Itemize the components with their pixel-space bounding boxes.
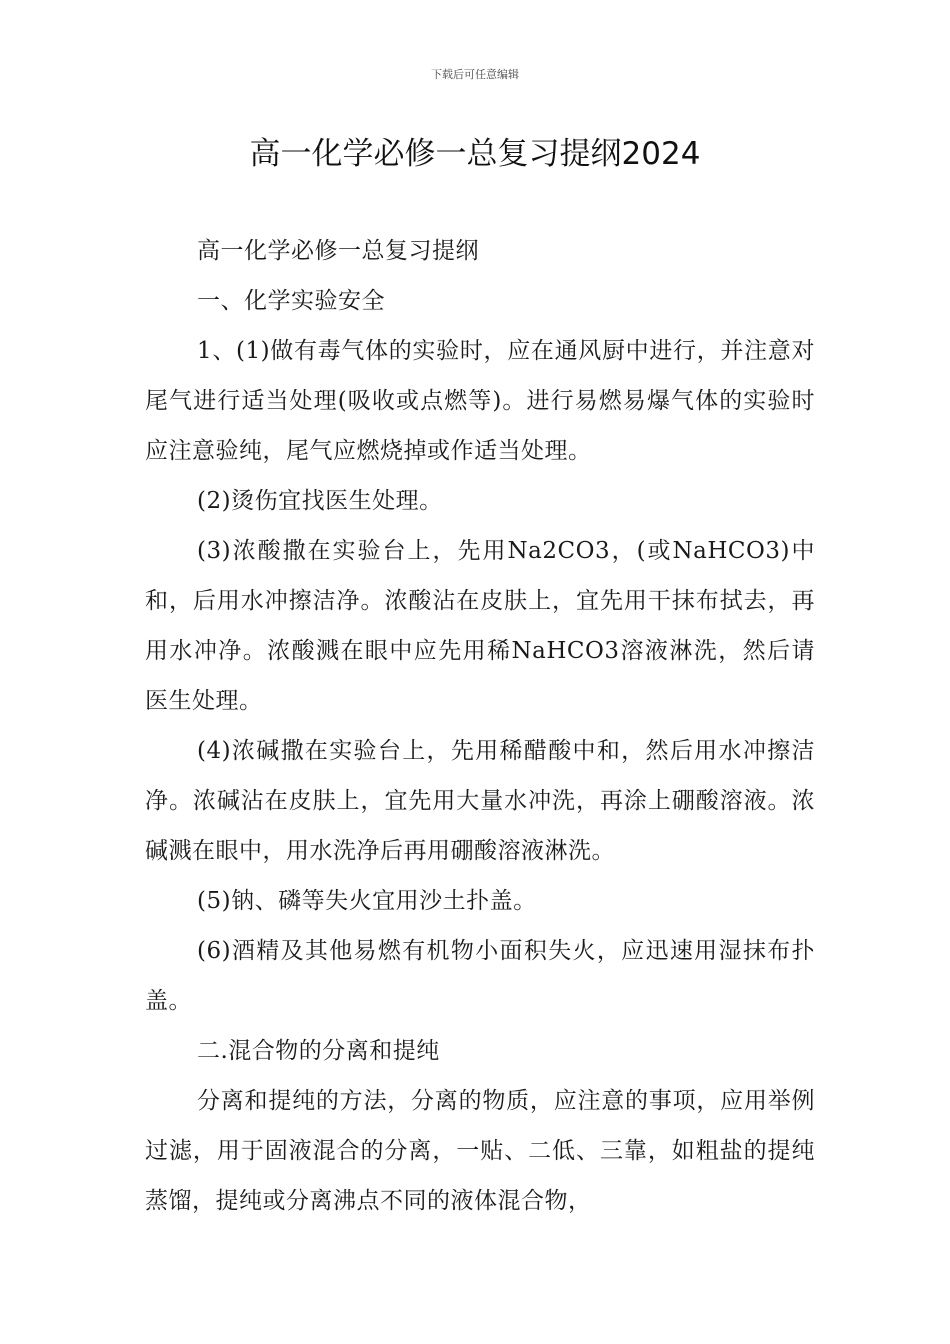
paragraph-sodium-fire: (5)钠、磷等失火宜用沙土扑盖。 xyxy=(197,888,537,914)
section-heading-lab-safety: 一、化学实验安全 xyxy=(197,288,385,314)
paragraph-toxic-gas: 1、(1)做有毒气体的实验时，应在通风厨中进行，并注意对尾气进行适当处理(吸收或点燃等)。进行易燃易爆气体的实验时应注意验纯，尾气应燃烧掉或作适当处理。 xyxy=(145,338,815,464)
document-title: 高一化学必修一总复习提纲2024 xyxy=(249,136,701,172)
header-note: 下载后可任意编辑 xyxy=(431,68,519,81)
paragraph-alcohol-fire: (6)酒精及其他易燃有机物小面积失火，应迅速用湿抹布扑盖。 xyxy=(145,938,815,1014)
paragraph-outline-title: 高一化学必修一总复习提纲 xyxy=(197,238,479,264)
paragraph-alkali-spill: (4)浓碱撒在实验台上，先用稀醋酸中和，然后用水冲擦洁净。浓碱沾在皮肤上，宜先用大量水冲洗，再涂上硼酸溶液。浓碱溅在眼中，用水洗净后再用硼酸溶液淋洗。 xyxy=(145,738,815,864)
paragraph-acid-spill: (3)浓酸撒在实验台上，先用Na2CO3，(或NaHCO3)中和，后用水冲擦洁净。浓酸沾在皮肤上，宜先用干抹布拭去，再用水冲净。浓酸溅在眼中应先用稀NaHCO3溶液淋洗，然后请医生处理。 xyxy=(145,538,815,714)
paragraph-separation-methods: 分离和提纯的方法，分离的物质，应注意的事项，应用举例过滤，用于固液混合的分离，一贴、二低、三靠，如粗盐的提纯蒸馏，提纯或分离沸点不同的液体混合物， xyxy=(145,1088,815,1214)
section-heading-separation: 二.混合物的分离和提纯 xyxy=(197,1038,440,1064)
paragraph-burns: (2)烫伤宜找医生处理。 xyxy=(197,488,443,514)
document-body xyxy=(145,226,815,1226)
